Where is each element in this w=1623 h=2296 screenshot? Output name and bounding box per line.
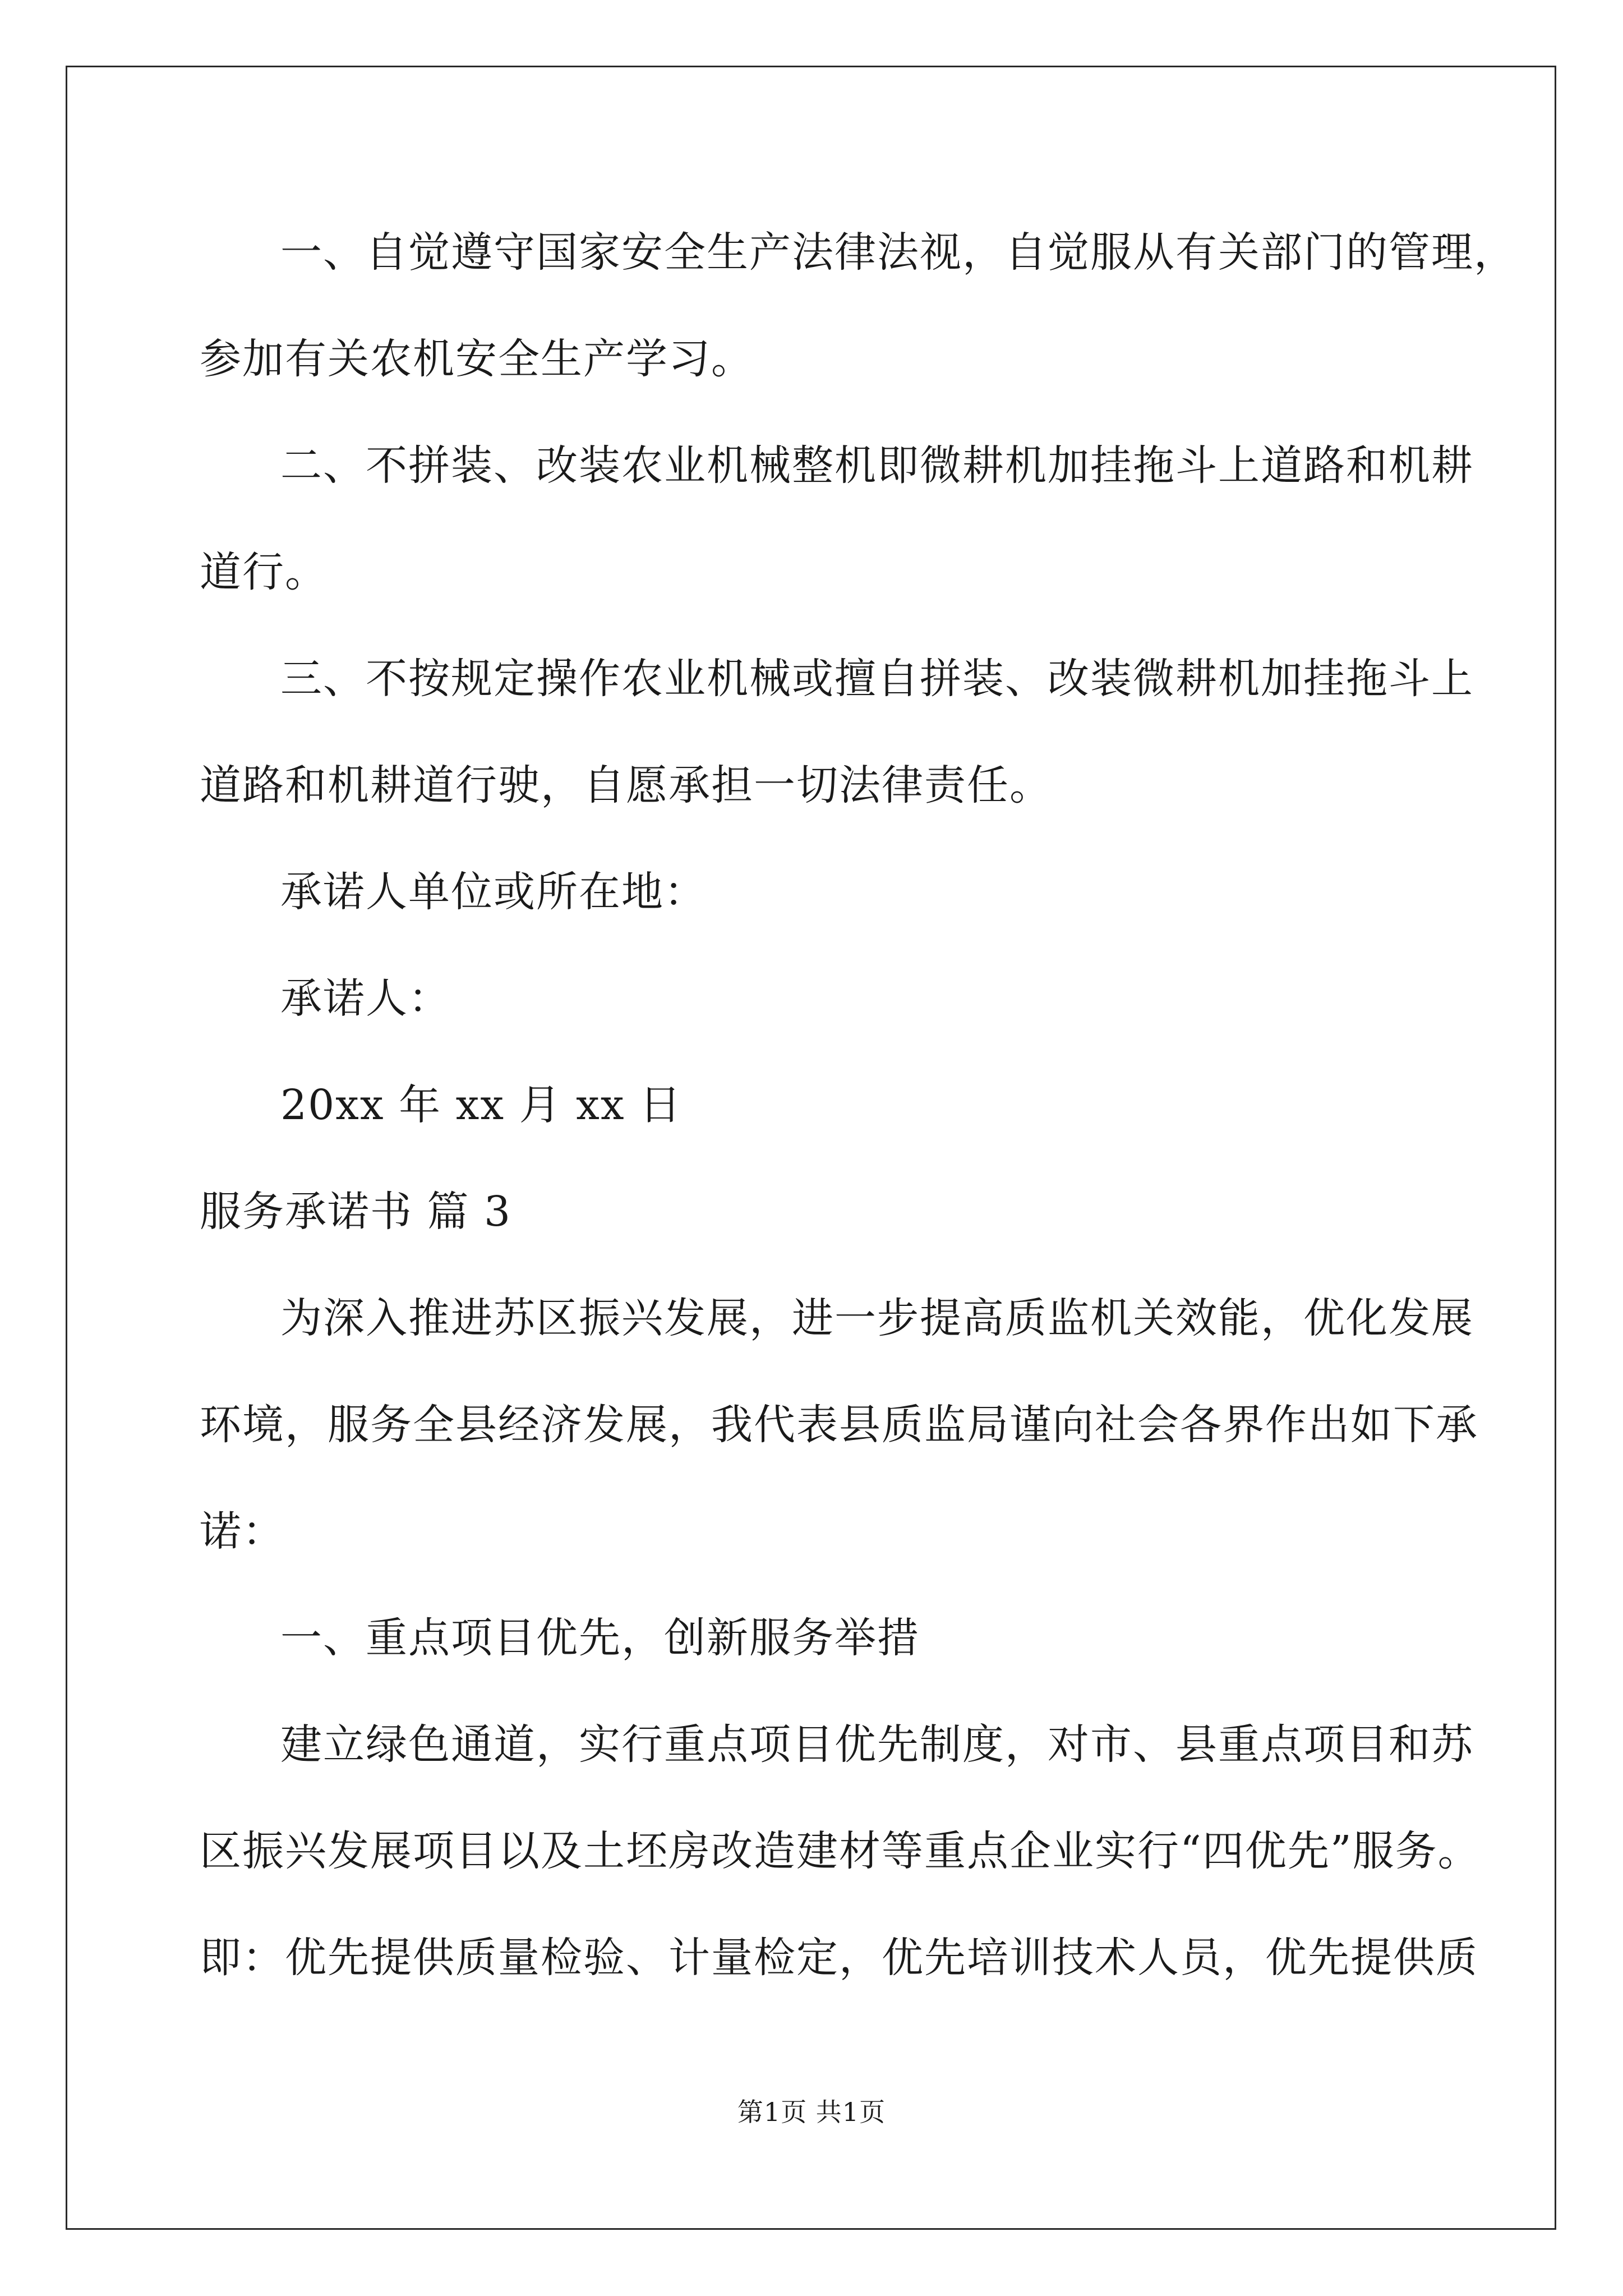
page-footer: 第1页 共1页	[737, 2097, 886, 2127]
section-heading: 服务承诺书 篇 3	[200, 1188, 512, 1236]
paragraph-line: 建立绿色通道，实行重点项目优先制度，对市、县重点项目和苏	[280, 1720, 1474, 1769]
paragraph-line: 道路和机耕道行驶，自愿承担一切法律责任。	[200, 761, 1052, 809]
paragraph-line: 一、自觉遵守国家安全生产法律法视，自觉服从有关部门的管理，	[280, 228, 1516, 277]
page-border	[66, 66, 1556, 2230]
paragraph-line: 环境，服务全县经济发展，我代表县质监局谨向社会各界作出如下承	[200, 1401, 1478, 1449]
paragraph-line: 诺：	[200, 1507, 285, 1556]
paragraph-line: 二、不拼装、改装农业机械整机即微耕机加挂拖斗上道路和机耕	[280, 441, 1474, 490]
signature-location-label: 承诺人单位或所在地：	[280, 868, 707, 916]
paragraph-line: 道行。	[200, 548, 328, 596]
paragraph-line: 为深入推进苏区振兴发展，进一步提高质监机关效能，优化发展	[280, 1294, 1474, 1342]
signatory-label: 承诺人：	[280, 974, 451, 1023]
paragraph-line: 即：优先提供质量检验、计量检定，优先培训技术人员，优先提供质	[200, 1934, 1478, 1982]
paragraph-line: 参加有关农机安全生产学习。	[200, 335, 754, 383]
paragraph-line: 三、不按规定操作农业机械或擅自拼装、改装微耕机加挂拖斗上	[280, 655, 1474, 703]
date-line: 20xx 年 xx 月 xx 日	[280, 1081, 683, 1129]
subsection-heading: 一、重点项目优先，创新服务举措	[280, 1614, 920, 1662]
paragraph-line: 区振兴发展项目以及土坯房改造建材等重点企业实行“四优先”服务。	[200, 1827, 1481, 1875]
